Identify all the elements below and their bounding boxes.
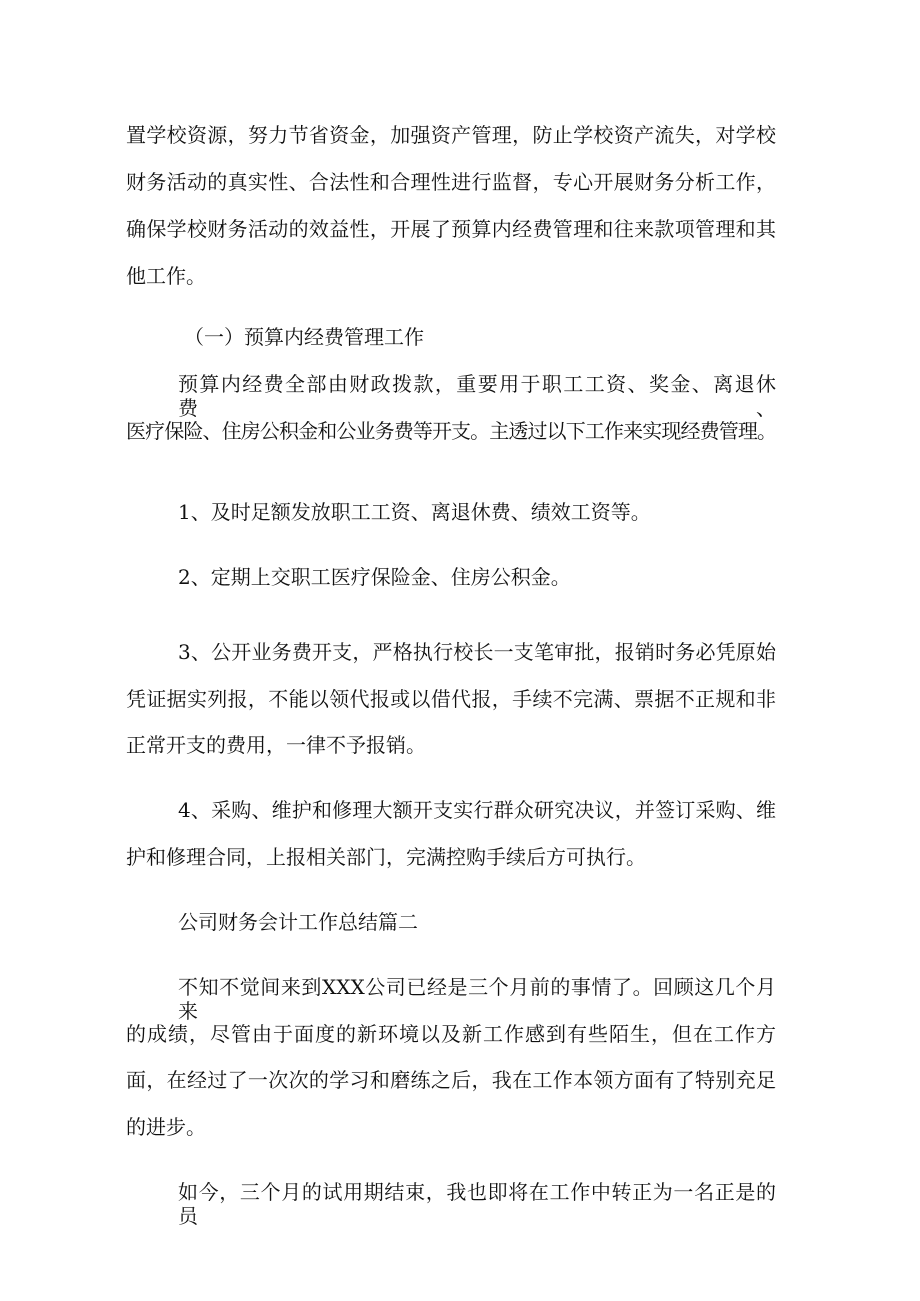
text-line: 如今，三个月的试用期结束，我也即将在工作中转正为一名正是的员 bbox=[178, 1180, 776, 1228]
text-line: 护和修理合同，上报相关部门，完满控购手续后方可执行。 bbox=[126, 845, 646, 869]
text-line: 财务活动的真实性、合法性和合理性进行监督，专心开展财务分析工作， bbox=[126, 170, 776, 194]
text-line: 医疗保险、住房公积金和公业务费等开支。主透过以下工作来实现经费管理。 bbox=[126, 419, 776, 443]
list-item-1: 1、及时足额发放职工工资、离退休费、绩效工资等。 bbox=[178, 500, 651, 524]
text-line: 置学校资源，努力节省资金，加强资产管理，防止学校资产流失，对学校 bbox=[126, 123, 776, 147]
section-title: 公司财务会计工作总结篇二 bbox=[178, 910, 418, 934]
text-line: 不知不觉间来到XXX公司已经是三个月前的事情了。回顾这几个月来 bbox=[178, 975, 776, 1023]
text-line: 3、公开业务费开支，严格执行校长一支笔审批，报销时务必凭原始 bbox=[178, 640, 776, 664]
text-line: 4、采购、维护和修理大额开支实行群众研究决议，并签订采购、维 bbox=[178, 798, 776, 822]
text-line: 确保学校财务活动的效益性，开展了预算内经费管理和往来款项管理和其 bbox=[126, 217, 776, 241]
text-line: 正常开支的费用，一律不予报销。 bbox=[126, 733, 426, 757]
text-line: 他工作。 bbox=[126, 264, 206, 288]
section-heading: （一）预算内经费管理工作 bbox=[184, 325, 424, 349]
text-line: 凭证据实列报，不能以领代报或以借代报，手续不完满、票据不正规和非 bbox=[126, 687, 776, 711]
text-line: 面，在经过了一次次的学习和磨练之后，我在工作本领方面有了特别充足 bbox=[126, 1068, 776, 1092]
text-line: 的成绩，尽管由于面度的新环境以及新工作感到有些陌生，但在工作方 bbox=[126, 1022, 776, 1046]
text-line: 的进步。 bbox=[126, 1115, 206, 1139]
list-item-2: 2、定期上交职工医疗保险金、住房公积金。 bbox=[178, 565, 571, 589]
text-line: 预算内经费全部由财政拨款，重要用于职工工资、奖金、离退休费、 bbox=[178, 372, 776, 420]
